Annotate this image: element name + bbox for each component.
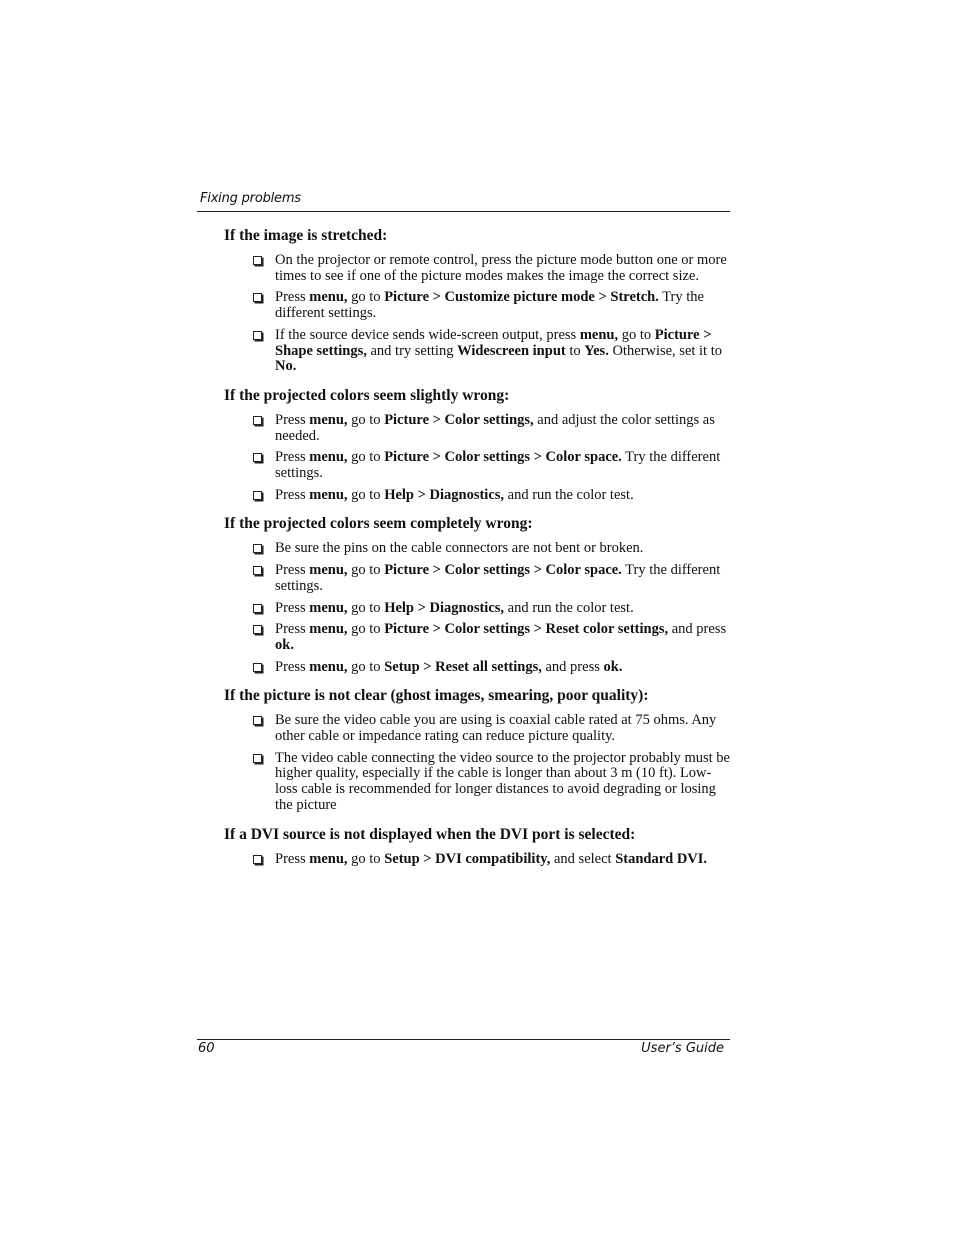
item-text: If the source device sends wide-screen output, press menu, go to Picture > Shape settings, and try setting Widescreen input to Yes. Otherwise, set it to No. bbox=[275, 326, 722, 375]
checkbox-icon bbox=[253, 416, 262, 425]
checklist-item bbox=[224, 541, 730, 557]
section-image-stretched bbox=[224, 226, 730, 375]
checkbox-icon bbox=[253, 754, 262, 763]
checkbox-icon bbox=[253, 256, 262, 265]
page-number: 60 bbox=[198, 1041, 215, 1056]
checklist-item bbox=[224, 290, 730, 321]
checkbox-icon bbox=[253, 604, 262, 613]
checklist-item bbox=[224, 563, 730, 594]
item-text: Press menu, go to Help > Diagnostics, and run the color test. bbox=[275, 486, 634, 503]
checkbox-icon bbox=[253, 453, 262, 462]
checklist bbox=[224, 541, 730, 675]
checklist-item bbox=[224, 751, 730, 814]
item-text: On the projector or remote control, press the picture mode button one or more times to see if one of the picture modes makes the image the correct size. bbox=[275, 252, 727, 284]
footer-title: User’s Guide bbox=[641, 1041, 724, 1056]
checkbox-icon bbox=[253, 491, 262, 500]
checklist-item bbox=[224, 713, 730, 744]
checkbox-icon bbox=[253, 293, 262, 302]
checklist bbox=[224, 852, 730, 868]
checklist-item bbox=[224, 622, 730, 653]
checklist-item bbox=[224, 488, 730, 504]
item-text: Be sure the video cable you are using is coaxial cable rated at 75 ohms. Any other cable or impedance rating can reduce picture quality. bbox=[275, 712, 717, 745]
checklist-item bbox=[224, 450, 730, 481]
item-text: Press menu, go to Picture > Color settings > Color space. Try the different settings. bbox=[275, 562, 721, 594]
item-text: Press menu, go to Help > Diagnostics, and run the color test. bbox=[275, 599, 634, 616]
section-heading: If a DVI source is not displayed when the DVI port is selected: bbox=[224, 825, 636, 843]
header-rule bbox=[197, 211, 730, 212]
checklist bbox=[224, 713, 730, 813]
checkbox-icon bbox=[253, 544, 262, 553]
checkbox-icon bbox=[253, 716, 262, 725]
page-content bbox=[224, 226, 730, 878]
item-text: Press menu, go to Picture > Color settings > Color space. Try the different settings. bbox=[275, 449, 721, 482]
section-colors-completely-wrong bbox=[224, 514, 730, 675]
section-heading: If the picture is not clear (ghost images, smearing, poor quality): bbox=[224, 687, 649, 705]
item-text: Press menu, go to Picture > Color settings, and adjust the color settings as needed. bbox=[275, 411, 715, 444]
checklist bbox=[224, 253, 730, 375]
item-text: Press menu, go to Picture > Color settings > Reset color settings, and press ok. bbox=[275, 621, 727, 653]
checklist-item bbox=[224, 253, 730, 284]
checklist bbox=[224, 413, 730, 504]
item-text: Press menu, go to Setup > Reset all settings, and press ok. bbox=[275, 658, 623, 675]
item-text: The video cable connecting the video source to the projector probably must be higher quality, especially if the cable is longer than about 3 m (10 ft). Low-loss cable is recommended for longer distances to avoid degrading or losing the picture bbox=[275, 749, 730, 813]
footer-rule bbox=[197, 1039, 730, 1040]
checkbox-icon bbox=[253, 625, 262, 634]
item-text: Press menu, go to Picture > Customize picture mode > Stretch. Try the different settings. bbox=[275, 289, 704, 322]
item-text: Press menu, go to Setup > DVI compatibility, and select Standard DVI. bbox=[275, 850, 708, 867]
checklist-item bbox=[224, 601, 730, 617]
running-header: Fixing problems bbox=[200, 191, 301, 206]
checkbox-icon bbox=[253, 855, 262, 864]
section-heading: If the projected colors seem slightly wrong: bbox=[224, 386, 510, 404]
item-text: Be sure the pins on the cable connectors are not bent or broken. bbox=[275, 540, 644, 557]
section-picture-not-clear bbox=[224, 686, 730, 813]
section-dvi-source bbox=[224, 825, 730, 868]
checklist-item bbox=[224, 413, 730, 444]
section-heading: If the image is stretched: bbox=[224, 227, 388, 244]
checklist-item bbox=[224, 660, 730, 676]
checkbox-icon bbox=[253, 566, 262, 575]
section-heading: If the projected colors seem completely wrong: bbox=[224, 515, 533, 533]
checklist-item bbox=[224, 328, 730, 375]
checklist-item bbox=[224, 852, 730, 868]
checkbox-icon bbox=[253, 663, 262, 672]
checkbox-icon bbox=[253, 331, 262, 340]
section-colors-slightly-wrong bbox=[224, 386, 730, 504]
